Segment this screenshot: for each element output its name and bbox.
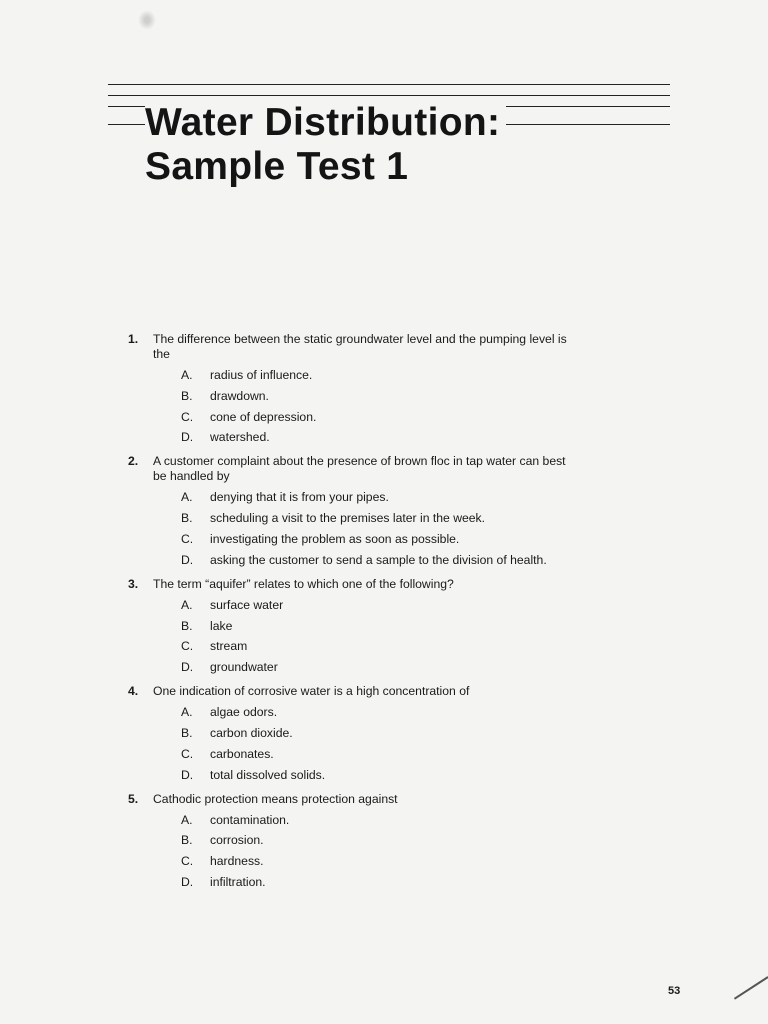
question-item (128, 577, 568, 675)
question-item (128, 454, 568, 567)
choice-letter: C. (181, 746, 194, 761)
choice-text: watershed. (210, 430, 270, 445)
answer-choice (128, 598, 568, 613)
question-number: 1. (128, 332, 139, 346)
choice-text: scheduling a visit to the premises later in the week. (210, 511, 486, 526)
choice-letter: C. (181, 639, 194, 654)
answer-choice (128, 639, 568, 654)
question-header (128, 792, 568, 807)
answer-choice (128, 389, 568, 404)
choice-text: investigating the problem as soon as possible. (210, 531, 460, 546)
choice-text: hardness. (210, 854, 264, 869)
choice-text: infiltration. (210, 874, 266, 889)
question-number: 4. (128, 684, 139, 699)
choice-letter: D. (181, 767, 194, 782)
choice-text: radius of influence. (210, 368, 313, 382)
answer-choice (128, 726, 568, 741)
question-list (128, 332, 568, 899)
question-stem: Cathodic protection means protection against (153, 791, 398, 806)
choice-text: corrosion. (210, 833, 264, 848)
title-line-2: Sample Test 1 (145, 145, 414, 189)
answer-choice (128, 813, 568, 828)
pen-mark (734, 976, 768, 999)
choice-letter: D. (181, 660, 194, 675)
answer-choice (128, 854, 568, 869)
choice-letter: D. (181, 430, 194, 445)
question-stem: The term “aquifer” relates to which one of the following? (153, 576, 454, 591)
answer-choice (128, 553, 568, 568)
answer-choices (128, 705, 568, 782)
answer-choice (128, 368, 568, 383)
answer-choice (128, 619, 568, 634)
question-header (128, 684, 568, 699)
choice-text: algae odors. (210, 705, 278, 720)
answer-choice (128, 490, 568, 505)
question-header (128, 577, 568, 592)
title-line-1: Water Distribution: (145, 101, 506, 145)
choice-text: stream (210, 639, 248, 654)
question-number: 2. (128, 454, 139, 469)
choice-letter: B. (181, 511, 193, 526)
choice-letter: B. (181, 618, 193, 633)
question-item (128, 684, 568, 782)
answer-choice (128, 532, 568, 547)
choice-letter: A. (181, 705, 193, 720)
page-number: 53 (668, 985, 681, 997)
choice-letter: B. (181, 388, 193, 403)
choice-letter: A. (181, 368, 193, 382)
answer-choice (128, 705, 568, 720)
question-item (128, 332, 568, 445)
choice-letter: D. (181, 874, 194, 889)
choice-text: lake (210, 618, 233, 633)
answer-choice (128, 511, 568, 526)
question-number: 3. (128, 576, 139, 591)
choice-letter: C. (181, 409, 194, 424)
choice-letter: D. (181, 552, 194, 567)
choice-letter: C. (181, 854, 194, 869)
answer-choice (128, 430, 568, 445)
choice-text: total dissolved solids. (210, 767, 326, 782)
choice-text: cone of depression. (210, 409, 317, 424)
answer-choices (128, 368, 568, 445)
choice-text: drawdown. (210, 388, 269, 403)
scan-smudge (138, 10, 156, 30)
choice-text: contamination. (210, 812, 290, 827)
header-rule (108, 84, 670, 85)
question-stem: One indication of corrosive water is a high concentration of (153, 684, 470, 699)
answer-choices (128, 598, 568, 675)
choice-text: carbon dioxide. (210, 725, 293, 740)
question-stem: The difference between the static groundwater level and the pumping level is the (153, 332, 567, 361)
question-stem: A customer complaint about the presence of brown floc in tap water can best be handled by (153, 454, 566, 484)
choice-letter: C. (181, 531, 194, 546)
answer-choice (128, 833, 568, 848)
page-title (145, 101, 506, 189)
header-rule (108, 95, 670, 96)
question-header (128, 332, 568, 362)
choice-text: denying that it is from your pipes. (210, 490, 389, 505)
answer-choice (128, 875, 568, 890)
choice-text: surface water (210, 597, 284, 612)
question-header (128, 454, 568, 484)
choice-letter: A. (181, 597, 193, 612)
choice-letter: A. (181, 812, 193, 827)
question-number: 5. (128, 791, 139, 806)
answer-choice (128, 747, 568, 762)
choice-text: carbonates. (210, 746, 274, 761)
answer-choice (128, 660, 568, 675)
question-item (128, 792, 568, 890)
choice-letter: B. (181, 833, 193, 848)
answer-choices (128, 490, 568, 567)
answer-choice (128, 768, 568, 783)
choice-text: asking the customer to send a sample to the division of health. (210, 552, 547, 567)
choice-text: groundwater (210, 660, 278, 675)
answer-choices (128, 813, 568, 890)
answer-choice (128, 410, 568, 425)
choice-letter: B. (181, 725, 193, 740)
choice-letter: A. (181, 490, 193, 505)
